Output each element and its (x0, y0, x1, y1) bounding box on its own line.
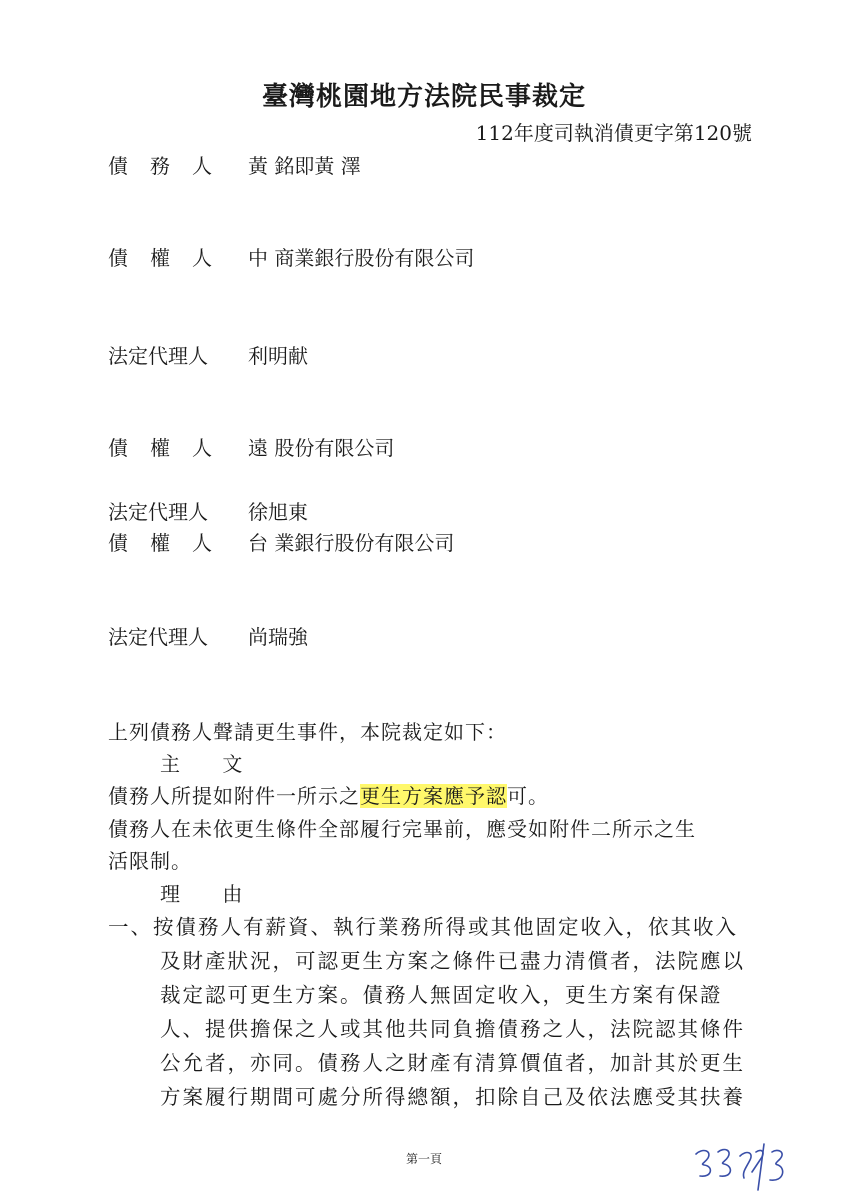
party-name-legal-rep-2: 徐旭東 (248, 500, 308, 524)
intro-line: 上列債務人聲請更生事件，本院裁定如下： (108, 720, 507, 744)
party-name-legal-rep-3: 尚瑞強 (248, 625, 308, 649)
highlighted-text: 更生方案應予認 (360, 784, 507, 808)
main-text-line-3: 活限制。 (108, 849, 192, 873)
party-name-creditor-2: 遠 股份有限公司 (248, 436, 395, 460)
reason-line-2: 及財產狀況，可認更生方案之條件已盡力清償者，法院應以 (160, 949, 745, 973)
party-name-creditor-1: 中 商業銀行股份有限公司 (248, 246, 475, 270)
handwritten-note (690, 1138, 790, 1194)
reason-line-4: 人、提供擔保之人或其他共同負擔債務之人，法院認其條件 (160, 1017, 745, 1041)
party-role-legal-rep-3: 法定代理人 (108, 625, 208, 649)
reason-heading: 理 由 (160, 882, 261, 906)
party-role-creditor-3: 債權人 (108, 531, 234, 555)
reason-line-6: 方案履行期間可處分所得總額，扣除自己及依法應受其扶養 (160, 1085, 745, 1109)
party-role-debtor: 債務人 (108, 154, 234, 178)
reason-line-3: 裁定認可更生方案。債務人無固定收入，更生方案有保證 (160, 983, 723, 1007)
party-name-creditor-3: 台 業銀行股份有限公司 (248, 531, 455, 555)
main-text-suffix: 可。 (507, 784, 549, 808)
document-title: 臺灣桃園地方法院民事裁定 (261, 82, 586, 112)
party-role-legal-rep-1: 法定代理人 (108, 344, 208, 368)
party-role-creditor-2: 債權人 (108, 436, 234, 460)
main-text-line-2: 債務人在未依更生條件全部履行完畢前，應受如附件二所示之生 (108, 817, 696, 841)
main-heading: 主 文 (160, 752, 261, 776)
main-text-line-1 (108, 780, 549, 809)
case-number: 112年度司執消債更字第120號 (475, 121, 752, 145)
party-name-legal-rep-1: 利明献 (248, 344, 308, 368)
party-role-creditor-1: 債權人 (108, 246, 234, 270)
party-name-debtor: 黃 銘即黃 澤 (248, 154, 361, 178)
page-number: 第一頁 (405, 1152, 442, 1166)
reason-line-1: 一、按債務人有薪資、執行業務所得或其他固定收入，依其收入 (108, 915, 738, 939)
party-role-legal-rep-2: 法定代理人 (108, 500, 208, 524)
reason-line-5: 公允者，亦同。債務人之財產有清算價值者，加計其於更生 (160, 1051, 745, 1075)
main-text-prefix: 債務人所提如附件一所示之 (108, 784, 360, 808)
